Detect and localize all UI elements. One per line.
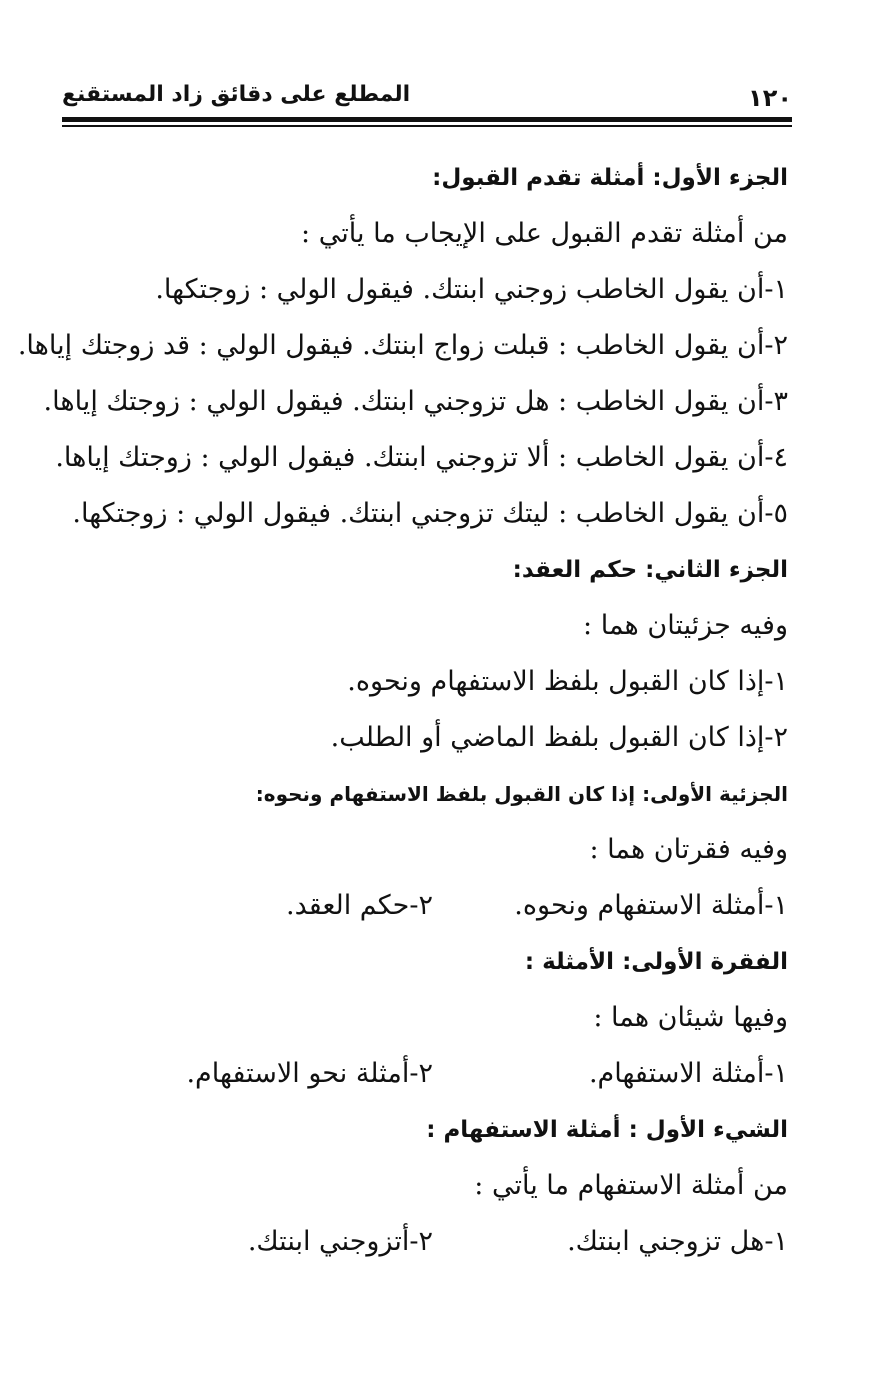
paragraph-line: من أمثلة تقدم القبول على الإيجاب ما يأتي : xyxy=(301,218,788,249)
example-line: ٤-أن يقول الخاطب : ألا تزوجني ابنتك. فيقول الولي : زوجتك إياها. xyxy=(55,442,788,473)
two-column-list xyxy=(68,1046,788,1102)
paragraph-line: وفيها شيئان هما : xyxy=(593,1002,788,1033)
list-item: ٢-حكم العقد. xyxy=(286,890,433,921)
list-item: ٢-أتزوجني ابنتك. xyxy=(247,1226,433,1257)
list-item: ٢-أمثلة نحو الاستفهام. xyxy=(186,1058,433,1089)
paragraph-line: وفيه فقرتان هما : xyxy=(589,834,788,865)
example-line: ٣-أن يقول الخاطب : هل تزوجني ابنتك. فيقول الولي : زوجتك إياها. xyxy=(43,386,788,417)
list-item: ١-هل تزوجني ابنتك. xyxy=(567,1226,788,1257)
example-line: ١-أن يقول الخاطب زوجني ابنتك. فيقول الولي : زوجتكها. xyxy=(155,274,788,305)
two-column-list xyxy=(68,1214,788,1270)
paragraph-line: من أمثلة الاستفهام ما يأتي : xyxy=(474,1170,788,1201)
list-item: ١-أمثلة الاستفهام ونحوه. xyxy=(514,890,788,921)
paragraph-line: وفيه جزئيتان هما : xyxy=(583,610,788,641)
list-item: ١-إذا كان القبول بلفظ الاستفهام ونحوه. xyxy=(347,666,788,697)
subsection-heading: الجزئية الأولى: إذا كان القبول بلفظ الاستفهام ونحوه: xyxy=(255,782,788,806)
list-item: ١-أمثلة الاستفهام. xyxy=(588,1058,788,1089)
example-line: ٢-أن يقول الخاطب : قبلت زواج ابنتك. فيقول الولي : قد زوجتك إياها. xyxy=(17,330,788,361)
header-rule-thin xyxy=(62,125,792,127)
header-rule-thick xyxy=(62,117,792,122)
example-line: ٥-أن يقول الخاطب : ليتك تزوجني ابنتك. فيقول الولي : زوجتكها. xyxy=(72,498,788,529)
item-heading: الشيء الأول : أمثلة الاستفهام : xyxy=(426,1117,788,1143)
book-title: المطلع على دقائق زاد المستقنع xyxy=(62,82,411,107)
running-header xyxy=(62,78,792,118)
paragraph-heading: الفقرة الأولى: الأمثلة : xyxy=(524,949,788,975)
two-column-list xyxy=(68,878,788,934)
page-number: ١٢٠ xyxy=(748,84,792,112)
section-heading-part-one: الجزء الأول: أمثلة تقدم القبول: xyxy=(432,165,788,191)
page-body xyxy=(17,150,788,1270)
section-heading-part-two: الجزء الثاني: حكم العقد: xyxy=(512,557,788,583)
list-item: ٢-إذا كان القبول بلفظ الماضي أو الطلب. xyxy=(330,722,788,753)
